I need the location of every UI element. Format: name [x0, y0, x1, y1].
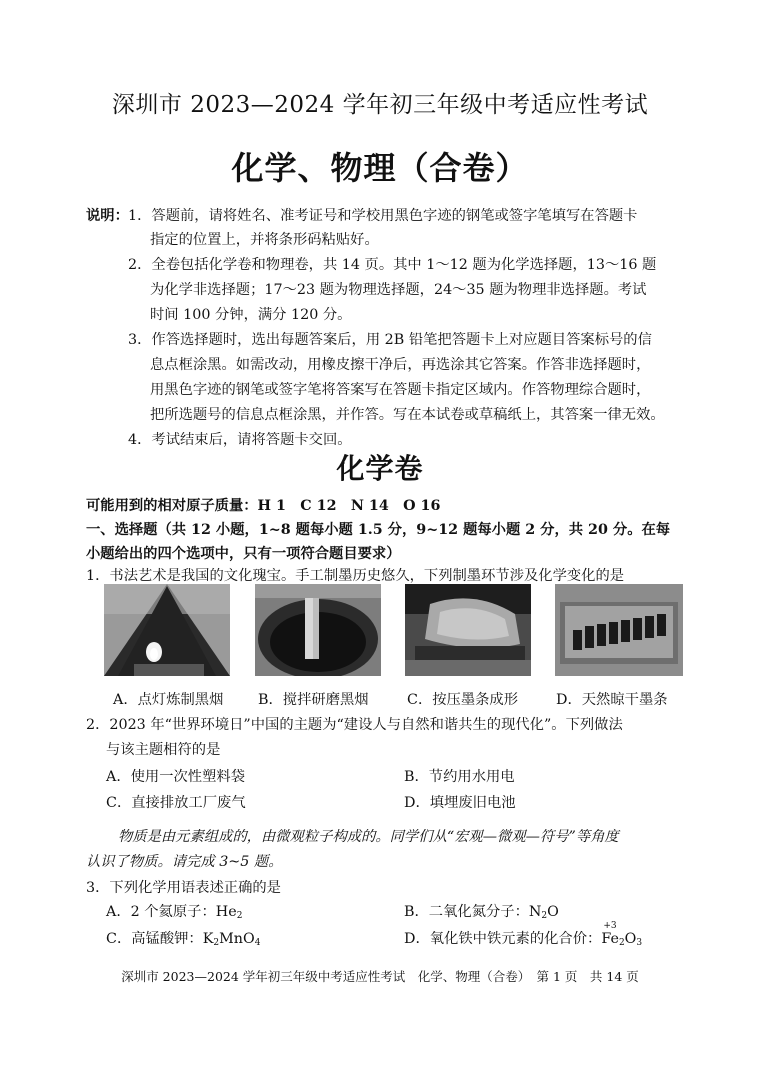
q1-option-d: D．天然晾干墨条 — [556, 692, 668, 708]
instruction-3-line-3: 用黑色字迹的钢笔或签字笔将答案写在答题卡指定区域内。作答物理综合题时， — [150, 382, 651, 398]
instruction-1-line-1: 1．答题前，请将姓名、准考证号和学校用黑色字迹的钢笔或签字笔填写在答题卡 — [128, 208, 638, 224]
q3-option-b-text: B．二氧化氮分子：N — [404, 904, 542, 920]
q3-option-d-oxidation: +3 — [603, 921, 617, 931]
instructions-label: 说明： — [86, 208, 129, 224]
page-footer: 深圳市 2023—2024 学年初三年级中考适应性考试 化学、物理（合卷） 第 1 页 共 14 页 — [121, 969, 639, 984]
q2-stem-line-1: 2．2023 年“世界环境日”中国的主题为“建设人与自然和谐共生的现代化”。下列做法 — [86, 717, 623, 733]
section-title: 化学卷 — [336, 452, 424, 485]
passage-line-1: 物质是由元素组成的，由微观粒子构成的。同学们从“宏观—微观—符号”等角度 — [118, 829, 619, 845]
instruction-3-line-1: 3．作答选择题时，选出每题答案后，用 2B 铅笔把答题卡上对应题目答案标号的信 — [128, 332, 652, 348]
q3-option-c-sub-1: 2 — [213, 938, 220, 948]
q3-option-c-mid: MnO — [219, 931, 255, 947]
q3-option-d-fe — [601, 921, 619, 947]
q1-option-c: C．按压墨条成形 — [407, 692, 519, 708]
q1-option-a: A．点灯炼制黑烟 — [113, 692, 224, 708]
q3-option-a-sub: 2 — [236, 911, 243, 921]
q3-option-d — [404, 921, 643, 948]
instruction-1-line-2: 指定的位置上，并将条形码粘贴好。 — [150, 232, 379, 248]
q3-option-a — [106, 901, 242, 921]
q3-option-c — [106, 928, 260, 948]
q3-option-d-fe-symbol: Fe — [601, 931, 619, 947]
instruction-3-line-4: 把所选题号的信息点框涂黑，并作答。写在本试卷或草稿纸上，其答案一律无效。 — [150, 407, 665, 423]
atomic-mass-line: 可能用到的相对原子质量：H 1 C 12 N 14 O 16 — [86, 498, 441, 514]
q3-option-c-sub-2: 4 — [254, 938, 261, 948]
q3-stem: 3．下列化学用语表述正确的是 — [86, 880, 281, 896]
q1-photo-drying — [555, 584, 683, 676]
q3-option-d-sub-1: 2 — [618, 938, 625, 948]
exam-title: 深圳市 2023—2024 学年初三年级中考适应性考试 — [111, 92, 649, 118]
q3-option-b-tail: O — [547, 904, 559, 920]
q2-stem-line-2: 与该主题相符的是 — [106, 742, 221, 758]
passage-line-2: 认识了物质。请完成 3~5 题。 — [86, 854, 283, 870]
q3-option-d-text: D．氧化铁中铁元素的化合价： — [404, 931, 602, 947]
q1-photo-grinding — [255, 584, 381, 676]
q3-option-a-text: A．2 个氦原子：He — [106, 904, 237, 920]
q2-option-d: D．填埋废旧电池 — [404, 795, 516, 811]
paper-title: 化学、物理（合卷） — [231, 149, 529, 187]
q3-option-d-sub-2: 3 — [636, 938, 643, 948]
q1-option-b: B．搅拌研磨黑烟 — [258, 692, 369, 708]
q3-option-b-sub: 2 — [541, 911, 548, 921]
instruction-2-line-3: 时间 100 分钟，满分 120 分。 — [150, 307, 352, 323]
instruction-3-line-2: 息点框涂黑。如需改动，用橡皮擦干净后，再选涂其它答案。作答非选择题时， — [150, 357, 651, 373]
q2-option-c: C．直接排放工厂废气 — [106, 795, 246, 811]
instruction-2-line-1: 2．全卷包括化学卷和物理卷，共 14 页。其中 1～12 题为化学选择题，13～16 题 — [128, 257, 657, 273]
q3-option-d-o: O — [624, 931, 637, 947]
q1-photo-lamp — [104, 584, 230, 676]
q3-option-c-text: C．高锰酸钾：K — [106, 931, 214, 947]
q3-option-b — [404, 901, 559, 921]
q1-photo-pressing — [405, 584, 531, 676]
q2-option-a: A．使用一次性塑料袋 — [106, 769, 245, 785]
part1-heading-line-1: 一、选择题（共 12 小题，1~8 题每小题 1.5 分，9~12 题每小题 2 分，共 20 分。在每 — [86, 522, 671, 538]
q2-option-b: B．节约用水用电 — [404, 769, 515, 785]
q1-stem: 1．书法艺术是我国的文化瑰宝。手工制墨历史悠久，下列制墨环节涉及化学变化的是 — [86, 568, 625, 584]
part1-heading-line-2: 小题给出的四个选项中，只有一项符合题目要求） — [86, 546, 401, 562]
instruction-2-line-2: 为化学非选择题；17～23 题为物理选择题，24～35 题为物理非选择题。考试 — [150, 282, 647, 298]
instruction-4-line-1: 4．考试结束后，请将答题卡交回。 — [128, 432, 352, 448]
